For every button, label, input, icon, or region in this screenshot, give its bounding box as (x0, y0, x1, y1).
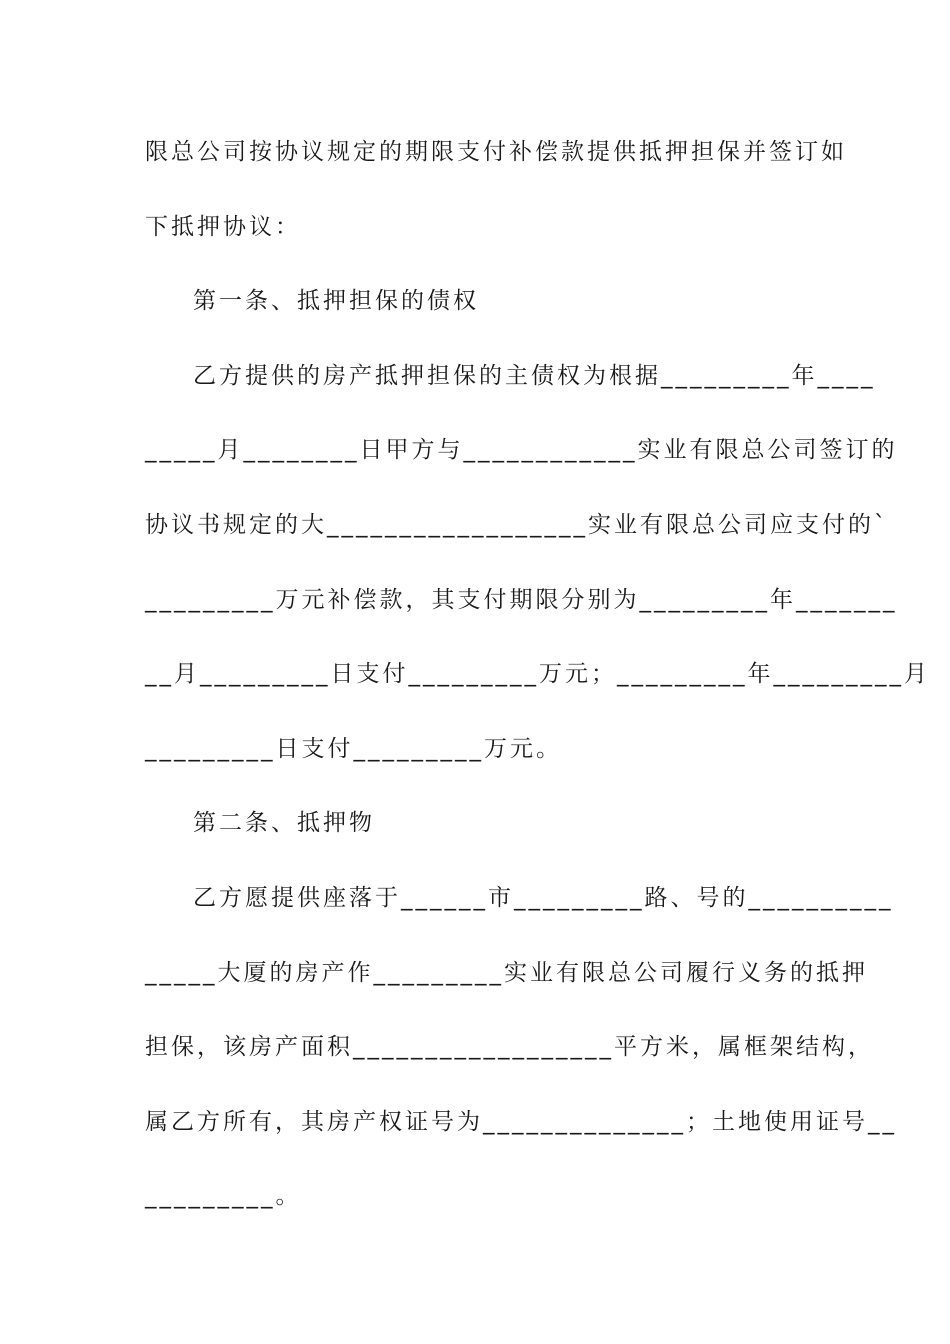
paragraph-line: 属乙方所有，其房产权证号为______________；土地使用证号__ (145, 1109, 897, 1135)
paragraph-line: _________。 (145, 1183, 302, 1209)
paragraph-line: _________日支付_________万元。 (145, 736, 562, 762)
paragraph-line: 乙方提供的房产抵押担保的主债权为根据_________年____ (193, 363, 876, 389)
paragraph-line: _________万元补偿款，其支付期限分别为_________年_______ (145, 587, 898, 613)
paragraph-line: 乙方愿提供座落于______市_________路、号的__________ (193, 885, 894, 911)
paragraph-line: 限总公司按协议规定的期限支付补偿款提供抵押担保并签订如 (145, 139, 847, 165)
paragraph-line: 下抵押协议： (145, 214, 301, 240)
paragraph-line: __月_________日支付_________万元；_________年_________月 (145, 661, 930, 687)
paragraph-line: 协议书规定的大__________________实业有限总公司应支付的` (145, 512, 889, 538)
paragraph-line: _____月________日甲方与____________实业有限总公司签订的 (145, 437, 898, 463)
article-heading: 第一条、抵押担保的债权 (193, 288, 479, 314)
article-heading: 第二条、抵押物 (193, 810, 375, 836)
paragraph-line: _____大厦的房产作_________实业有限总公司履行义务的抵押 (145, 960, 868, 986)
paragraph-line: 担保，该房产面积__________________平方米，属框架结构， (145, 1034, 874, 1060)
